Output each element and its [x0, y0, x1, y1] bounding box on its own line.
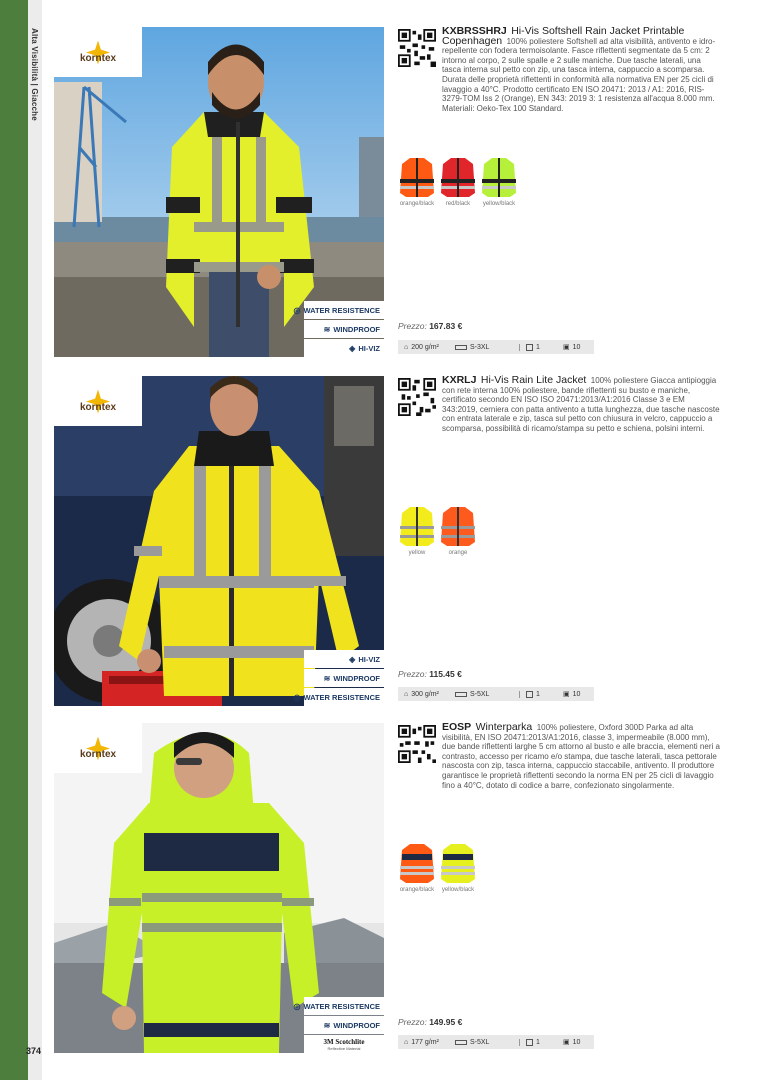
product-info [398, 376, 720, 708]
sidebar-color-band [0, 0, 28, 1080]
price-value: 149.95 € [429, 1017, 463, 1027]
product-info [398, 27, 720, 359]
product-details: 100% poliestere Softshell ad alta visibilità, antivento e idro-repellente con fodera termoisolante. Fasce riflettenti segmentate da 5 cm: 2 intorno al corpo, 2 sulle spalle e 2 sulle maniche. Due tasche laterali, una tasca interna sul petto con zip, una tasca interna, cappuccio a scomparsa. Durata delle proprietà riflettenti in conformità alla normativa EN per 25 cicli di lavaggio a 40°C. Prodotto certificato EN ISO 20471: 2013 / A1: 2016, RIS-3279-TOM Iss 2 (Orange), EN 343: 2019 3: 1 resistenza all'acqua 8.000 mm. Materiali: Oeko-Tex 100 Standard. [442, 36, 716, 113]
product-description [398, 27, 720, 113]
price-value: 167.83 € [429, 321, 463, 331]
water-drop-icon: ◎ [293, 1001, 301, 1011]
badge-3m-scotchlite: 3M Scotchlite Reflective Material [304, 1035, 384, 1053]
eye-icon: ◈ [349, 343, 356, 353]
color-swatch[interactable]: yellow [398, 504, 436, 556]
badge-hi-viz: ◈ HI-VIZ [304, 339, 384, 357]
ruler-icon [455, 1040, 467, 1045]
color-swatch[interactable]: red/black [439, 155, 477, 207]
jacket-icon [481, 155, 517, 199]
product-code: EOSP [442, 721, 472, 733]
product-card [54, 27, 754, 359]
spec-bar: ⌂ 177 g/m² S-5XL 1 ▣ 10 [398, 1035, 594, 1049]
badge-water-resistence: ◎ WATER RESISTENCE [304, 997, 384, 1015]
page-number: 374 [26, 1046, 42, 1056]
color-swatches [398, 155, 518, 207]
product-name: Winterparka [475, 721, 533, 733]
qr-code-icon [398, 725, 436, 763]
brand-logo: korntex [54, 723, 142, 773]
price-value: 115.45 € [429, 669, 462, 679]
product-photo [54, 723, 384, 1053]
wind-icon: ≋ [323, 324, 331, 334]
product-description [398, 376, 720, 434]
product-description [398, 723, 720, 790]
water-drop-icon: ◎ [293, 305, 301, 315]
water-drop-icon: ◎ [293, 692, 301, 702]
weight-icon: ⌂ [404, 1038, 409, 1046]
box-icon: ▣ [563, 691, 570, 698]
feature-badges [293, 996, 384, 1053]
price: Prezzo: 115.45 € [398, 669, 462, 679]
box-icon: ▣ [563, 344, 570, 351]
product-details: 100% poliestere Giacca antipioggia con rete interna 100% poliestere, bande riflettenti su busto e maniche, certificato secondo EN ISO ISO 20471:2013/A1:2016 Classe 3 e EM 343:2019, cerniera con patta antivento a tutta lunghezza, due tasche nascoste con entrata laterale e zip, tasca sul petto con chiusura in velcro, cappuccio a scomparsa, possibilità di ricamo/stampa su petto e schiena, polsini interni. [442, 376, 720, 433]
weight-icon: ⌂ [404, 343, 409, 351]
product-code: KXRLJ [442, 374, 477, 386]
jacket-icon [399, 841, 435, 885]
qr-code-icon [398, 378, 436, 416]
package-icon [526, 344, 533, 351]
jacket-icon [440, 504, 476, 548]
feature-badges [293, 300, 384, 357]
package-icon [526, 1039, 533, 1046]
qr-code-icon [398, 29, 436, 67]
feature-badges [293, 649, 384, 706]
product-name: Hi-Vis Softshell Rain Jacket Printable Copenhagen [442, 25, 685, 47]
product-photo [54, 376, 384, 706]
section-label: Alta Visibilità | Giacche [30, 28, 39, 121]
brand-logo: korntex [54, 27, 142, 77]
wind-icon: ≋ [323, 1020, 331, 1030]
color-swatch[interactable]: orange [439, 504, 477, 556]
color-swatch[interactable]: orange/black [398, 155, 436, 207]
product-card [54, 376, 754, 708]
jacket-icon [399, 155, 435, 199]
product-code: KXBRSSHRJ [442, 25, 507, 37]
box-icon: ▣ [563, 1039, 570, 1046]
spec-bar: ⌂ 300 g/m² S-5XL 1 ▣ 10 [398, 687, 594, 701]
package-icon [526, 691, 533, 698]
spec-bar: ⌂ 200 g/m² S-3XL 1 ▣ 10 [398, 340, 594, 354]
price: Prezzo: 149.95 € [398, 1017, 463, 1027]
color-swatches [398, 504, 477, 556]
eye-icon: ◈ [349, 654, 356, 664]
color-swatch[interactable]: orange/black [398, 841, 436, 893]
ruler-icon [455, 692, 467, 697]
product-info [398, 723, 720, 1055]
product-photo [54, 27, 384, 357]
jacket-icon [440, 155, 476, 199]
price: Prezzo: 167.83 € [398, 321, 463, 331]
jacket-icon [440, 841, 476, 885]
badge-windproof: ≋ WINDPROOF [304, 1016, 384, 1034]
color-swatches [398, 841, 477, 893]
wind-icon: ≋ [323, 673, 331, 683]
badge-windproof: ≋ WINDPROOF [304, 320, 384, 338]
ruler-icon [455, 345, 467, 350]
product-name: Hi-Vis Rain Lite Jacket [480, 374, 587, 386]
badge-windproof: ≋ WINDPROOF [304, 669, 384, 687]
sidebar-strip [28, 0, 42, 1080]
product-details: 100% poliestere, Oxford 300D Parka ad alta visibilità, EN ISO 20471:2013/A1:2016, classe 3, impermeabile (8.000 mm), due bande riflettenti larghe 5 cm attorno al busto e alle braccia, elementi neri a contrasto, accesso per ricamo e/o stampa, due tasche laterali, tasca pettorale nascosta con zip, tasca interna, cappuccio staccabile, antivento. Il produttore garantisce le proprietà riflettenti secondo la norma EN per 25 cicli di lavaggio fino a 40°C, dotato di codice a barre, confezionato singolarmente. [442, 723, 720, 790]
weight-icon: ⌂ [404, 690, 409, 698]
badge-water-resistence: ◎ WATER RESISTENCE [304, 688, 384, 706]
jacket-icon [399, 504, 435, 548]
color-swatch[interactable]: yellow/black [480, 155, 518, 207]
brand-logo: korntex [54, 376, 142, 426]
product-card [54, 723, 754, 1055]
color-swatch[interactable]: yellow/black [439, 841, 477, 893]
badge-water-resistence: ◎ WATER RESISTENCE [304, 301, 384, 319]
badge-hi-viz: ◈ HI-VIZ [304, 650, 384, 668]
